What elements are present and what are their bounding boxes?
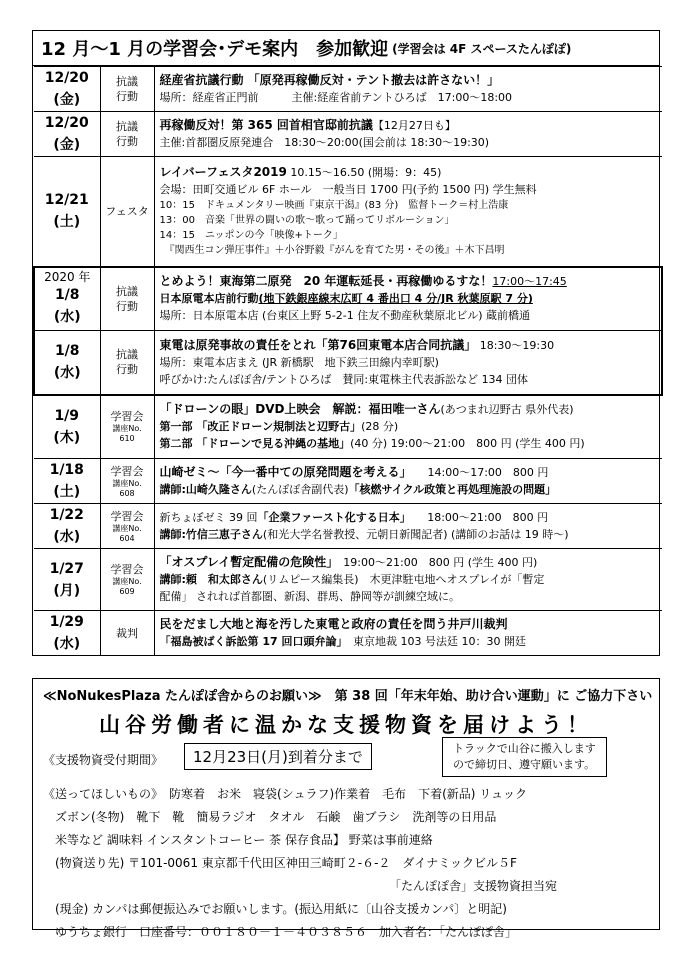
event-line (160, 526, 658, 543)
course-number: 610 (119, 434, 135, 444)
event-row (34, 112, 662, 157)
event-type (100, 67, 154, 112)
course-label: 講座No. (112, 424, 142, 434)
event-line-extra: 【12月27日も】 (372, 119, 456, 132)
event-line-extra: 14:00～17:00 800 円 (405, 466, 549, 479)
event-line-extra: 「企業ファースト化する日本」 (257, 511, 406, 524)
event-line-text: 「福島被ばく訴訟第 17 回口頭弁論」 (159, 635, 342, 648)
course-label: 講座No. (112, 478, 142, 488)
event-type-label: フェスタ (105, 204, 149, 218)
event-weekday: (木) (53, 429, 81, 446)
event-line-extra: (40 分) 19:00～21:00 800 円 (学生 400 円) (350, 437, 585, 451)
event-line (160, 418, 658, 435)
event-line (160, 213, 658, 228)
period-label: 《支援物資受付期間》 (43, 753, 164, 767)
event-type (100, 395, 154, 459)
event-type (100, 157, 154, 267)
event-day: 1/29 (49, 614, 84, 630)
event-type (100, 611, 154, 656)
event-details (154, 395, 662, 459)
event-day: 1/8 (54, 286, 80, 303)
event-line (160, 134, 658, 151)
event-line-text: 講師:山崎久隆さん (159, 483, 252, 496)
event-type-label: 学習会 (110, 563, 144, 576)
event-day: 12/21 (44, 192, 89, 209)
event-line-extra: (28 分) (361, 420, 399, 434)
event-line (160, 89, 658, 106)
event-day: 1/18 (49, 462, 84, 478)
event-line-text: とめよう！東海第二原発 20 年運転延長・再稼働ゆるすな！ (159, 274, 493, 289)
title-subtext: (学習会は 4F スペースたんぽぽ) (392, 41, 572, 56)
event-line-extra: (たんぽぽ舎副代表) (251, 483, 349, 496)
appeal-details (43, 783, 651, 944)
event-row (34, 395, 662, 459)
event-type-label: 行動 (116, 363, 138, 377)
event-weekday: (土) (53, 214, 81, 231)
event-type-label: 抗議 (116, 75, 138, 88)
course-number: 608 (119, 488, 135, 498)
event-year: 2020 年 (44, 269, 91, 284)
event-day: 12/20 (44, 115, 89, 131)
event-line (160, 371, 657, 388)
event-row (34, 549, 662, 611)
event-date (34, 331, 100, 395)
event-weekday: (水) (53, 636, 81, 652)
event-date (34, 112, 100, 157)
event-day: 1/27 (49, 560, 84, 577)
appeal-headline: 山谷労働者に温かな支援物資を届けよう！ (99, 713, 593, 737)
wanted-items: 《送ってほしいもの》 防寒着 お米 寝袋(シュラフ)作業着 毛布 下着(新品) リュック (43, 787, 527, 801)
event-day: 1/9 (54, 407, 80, 424)
event-type (100, 331, 154, 395)
deadline-note-line: トラックで山谷に搬入します (453, 742, 596, 755)
event-line-extra: 19:00～21:00 800 円 (学生 400 円) (332, 556, 538, 569)
event-line-text: 『関西生コン弾圧事件』＋小谷野毅『がんを育てた男・その後』＋木下昌明 (159, 245, 505, 257)
event-line (160, 435, 658, 452)
event-details (154, 267, 662, 331)
event-line (160, 464, 658, 481)
event-line (160, 72, 658, 89)
schedule-box (32, 30, 660, 656)
course-number: 604 (119, 533, 135, 543)
event-line-extra: 18:30～19:30 (476, 338, 555, 352)
event-line-extra: 10.15～16.50 (開場：9：45) (286, 166, 442, 180)
event-line (160, 273, 657, 290)
event-details (154, 459, 662, 504)
event-line-extra: (地下鉄銀座線末広町 4 番出口 4 分/JR 秋葉原駅 7 分) (258, 292, 533, 306)
event-line (160, 307, 657, 324)
event-row (34, 157, 662, 267)
event-row (34, 67, 662, 112)
event-line (160, 228, 658, 243)
event-date (34, 504, 100, 549)
deadline-note (442, 737, 607, 777)
event-details (154, 549, 662, 611)
event-line (160, 588, 658, 605)
event-weekday: (月) (53, 582, 81, 599)
event-line-text: 講師:頼 和太郎さん (159, 573, 263, 586)
event-type-label: 抗議 (116, 120, 138, 133)
period-deadline: 12月23日(月)到着分まで (184, 743, 372, 770)
event-line (160, 616, 658, 633)
event-type-label: 学習会 (110, 464, 144, 478)
event-line (160, 198, 658, 213)
event-line-text: 呼びかけ:たんぽぽ舎/テントひろば 賛同:東電株主代表訴訟など 134 団体 (159, 372, 529, 386)
event-line (160, 243, 658, 258)
event-type (100, 459, 154, 504)
shipping-address: (物資送り先) 〒101-0061 東京都千代田区神田三崎町２-６-２ ダイナミックビル５F (55, 856, 517, 870)
course-label: 講座No. (112, 577, 142, 586)
bank-account: ゆうちょ銀行 口座番号：００１８０－１－４０３８５６ 加入者名：「たんぽぽ舎」 (55, 925, 518, 939)
event-date (34, 611, 100, 656)
event-date (34, 157, 100, 267)
event-details (154, 504, 662, 549)
schedule-table (33, 66, 663, 655)
flyer (32, 30, 660, 939)
event-line-text: 主催:首都圏反原発連合 18:30～20:00(国会前は 18:30～19:30) (159, 136, 490, 149)
event-line-extra: 18:00～21:00 800 円 (405, 511, 549, 524)
event-line-text: 民をだまし大地と海を汚した東電と政府の責任を問う井戸川裁判 (159, 617, 508, 631)
event-weekday: (金) (53, 137, 81, 153)
event-weekday: (土) (53, 484, 81, 500)
event-details (154, 331, 662, 395)
event-type-label: 行動 (116, 90, 138, 103)
event-date (34, 549, 100, 611)
event-line-extra: (あつまれ辺野古 県外代表) (440, 403, 574, 417)
event-line-text: 会場：田町交通ビル 6F ホール 一般当日 1700 円(予約 1500 円) 学生無料 (159, 183, 537, 197)
event-weekday: (水) (53, 365, 81, 382)
event-line (160, 401, 658, 418)
event-date (34, 267, 100, 331)
event-line-text: 日本原電本店前行動 (159, 292, 259, 306)
event-details (154, 112, 662, 157)
event-row (34, 504, 662, 549)
event-day: 12/20 (44, 70, 89, 86)
event-line-text: 経産省抗議行動 「原発再稼働反対・テント撤去は許さない！」 (159, 73, 500, 87)
event-line-text: 山崎ゼミ～「今一番中ての原発問題を考える」 (159, 465, 406, 479)
event-line-text: 新ちょぼゼミ 39 回 (159, 511, 258, 524)
event-date (34, 459, 100, 504)
event-row (34, 331, 662, 395)
event-line-text: 場所：経産省正門前 主催:経産省前テントひろば 17:00～18:00 (159, 91, 513, 104)
event-line-text: 10：15 ドキュメンタリー映画『東京干潟』(83 分) 監督トーク＝村上浩康 (159, 200, 509, 212)
event-line-text: レイバーフェスタ2019 (159, 165, 287, 180)
event-type-label: 裁判 (116, 626, 138, 640)
shipping-recipient: 「たんぽぽ舎」支援物資担当宛 (389, 879, 558, 893)
event-day: 1/22 (49, 507, 84, 523)
event-weekday: (水) (53, 529, 81, 545)
event-type-label: 学習会 (110, 410, 144, 424)
event-line (160, 633, 658, 650)
event-weekday: (水) (53, 308, 81, 325)
event-line-extra: (リムピース編集長) 木更津駐屯地へオスプレイが「暫定 (262, 573, 545, 586)
cash-donation: (現金) カンパは郵便振込みでお願いします。(振込用紙に〔山谷支援カンパ〕と明記) (55, 902, 507, 916)
event-details (154, 611, 662, 656)
event-row (34, 611, 662, 656)
event-line-extra: 17:00～17:45 (492, 275, 567, 289)
page-title (33, 31, 659, 66)
event-date (34, 67, 100, 112)
event-line-text: 場所：日本原電本店 (台東区上野 5-2-1 住友不動産秋葉原北ビル) 蔵前橋通 (159, 309, 531, 323)
event-weekday: (金) (53, 92, 81, 108)
event-line (160, 164, 658, 181)
appeal-box (32, 678, 660, 939)
event-type-label: 抗議 (116, 348, 138, 362)
deadline-note-line: ので締切日、遵守願います。 (453, 758, 596, 771)
event-line (160, 181, 658, 198)
event-line-text: 第二部 「ドローンで見る沖縄の基地」 (159, 437, 351, 451)
event-row (34, 267, 662, 331)
event-line (160, 117, 658, 134)
event-line-text: 13：00 音楽「世界の闘いの歌～歌って踊ってリボルーション」 (159, 215, 455, 227)
event-type (100, 549, 154, 611)
event-type (100, 112, 154, 157)
event-line (160, 290, 657, 307)
event-line-text: 「オスプレイ暫定配備の危険性」 (159, 555, 333, 569)
event-line-extra: 東京地裁 103 号法廷 10：30 開廷 (341, 635, 526, 648)
event-line (160, 337, 657, 354)
event-line-extra: 「核燃サイクル政策と再処理施設の問題」 (348, 483, 557, 496)
event-type-label: 行動 (116, 299, 138, 313)
event-line-extra: (和光大学名誉教授、元朝日新聞記者) (講師のお話は 19 時～) (262, 528, 569, 541)
event-type-label: 学習会 (110, 509, 144, 523)
course-label: 講座No. (112, 523, 142, 533)
event-type-label: 行動 (116, 135, 138, 148)
appeal-request: ≪NoNukesPlaza たんぽぽ舎からのお願い≫ 第 38 回「年末年始、助け合い運動」に ご協力下さい (43, 689, 653, 704)
event-details (154, 157, 662, 267)
event-line-text: 場所：東電本店まえ (JR 新橋駅 地下鉄三田線内幸町駅) (159, 355, 439, 369)
event-date (34, 395, 100, 459)
wanted-items: 米等など 調味料 インスタントコーヒー 茶 保存食品】 野菜は事前連絡 (55, 833, 433, 847)
event-line-text: 講師:竹信三恵子さん (159, 528, 263, 541)
event-line-text: 14：15 ニッポンの今「映像+トーク」 (159, 230, 343, 242)
event-row (34, 459, 662, 504)
event-type (100, 504, 154, 549)
event-line-text: 東電は原発事故の責任をとれ「第76回東電本店合同抗議」 (159, 337, 477, 352)
wanted-items: ズボン(冬物) 靴下 靴 簡易ラジオ タオル 石鹸 歯ブラシ 洗剤等の日用品 (55, 810, 497, 824)
event-line-text: 再稼働反対！第 365 回首相官邸前抗議 (159, 118, 373, 132)
event-line (160, 571, 658, 588)
event-line-text: 「ドローンの眼」DVD上映会 解説：福田唯一さん (159, 402, 441, 417)
event-line-text: 配備」 されれば首都圏、新潟、群馬、静岡等が訓練空域に。 (159, 590, 460, 603)
event-type-label: 抗議 (116, 284, 138, 298)
event-line (160, 481, 658, 498)
event-line (160, 554, 658, 571)
event-line (160, 354, 657, 371)
event-type (100, 267, 154, 331)
event-line-text: 第一部 「改正ドローン規制法と辺野古」 (159, 420, 362, 434)
title-text: 12 月～1 月の学習会･デモ案内 参加歓迎 (41, 39, 389, 60)
course-number: 609 (119, 587, 135, 596)
event-line (160, 509, 658, 526)
event-details (154, 67, 662, 112)
event-day: 1/8 (54, 343, 80, 360)
